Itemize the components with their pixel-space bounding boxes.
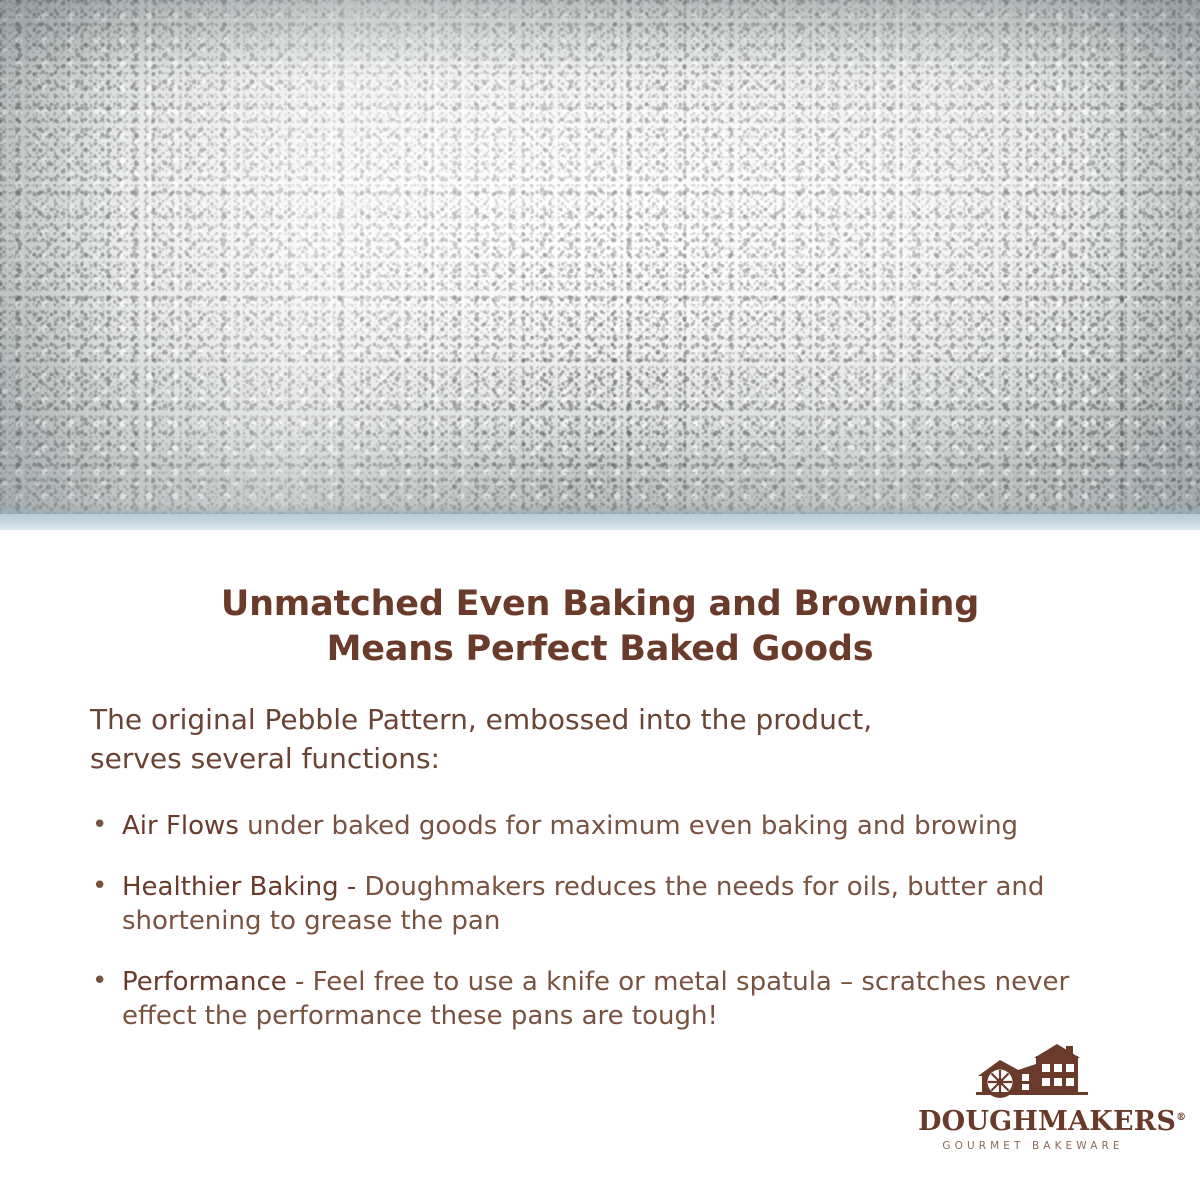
logo-wordmark xyxy=(918,1106,1187,1137)
bullet-lead: Air Flows xyxy=(122,811,239,842)
logo-registered-mark: ® xyxy=(1176,1112,1187,1123)
list-item xyxy=(92,870,1124,939)
intro-line-2: serves several functions: xyxy=(90,742,440,776)
pan-rim-edge xyxy=(0,514,1200,530)
brand-logo xyxy=(918,1040,1187,1152)
bullet-rest: under baked goods for maximum even baking and browing xyxy=(238,811,1019,842)
headline-line-2: Means Perfect Baked Goods xyxy=(326,628,874,669)
intro-paragraph xyxy=(0,672,1200,780)
list-item xyxy=(92,965,1124,1034)
bullet-lead: Healthier Baking - xyxy=(122,871,357,902)
pebble-pattern-photo xyxy=(0,0,1200,530)
photo-vignette xyxy=(0,0,1200,530)
bullet-rest: Doughmakers reduces the needs for oils, butter and shortening to grease the pan xyxy=(122,871,1045,937)
feature-bullet-list xyxy=(0,779,1200,1034)
list-item xyxy=(92,809,1124,844)
bakery-building-icon xyxy=(974,1040,1092,1106)
intro-line-1: The original Pebble Pattern, embossed into the product, xyxy=(90,702,873,736)
headline xyxy=(0,530,1200,672)
marketing-copy-panel xyxy=(0,530,1200,1200)
logo-tagline: GOURMET BAKEWARE xyxy=(942,1140,1124,1152)
bullet-rest: - Feel free to use a knife or metal spatula – scratches never effect the performance these pans are tough! xyxy=(122,966,1070,1032)
logo-wordmark-text: DOUGHMAKERS xyxy=(918,1106,1177,1137)
headline-line-1: Unmatched Even Baking and Browning xyxy=(220,584,980,624)
bullet-lead: Performance xyxy=(122,966,287,997)
pan-rim-shadow xyxy=(0,506,1200,514)
